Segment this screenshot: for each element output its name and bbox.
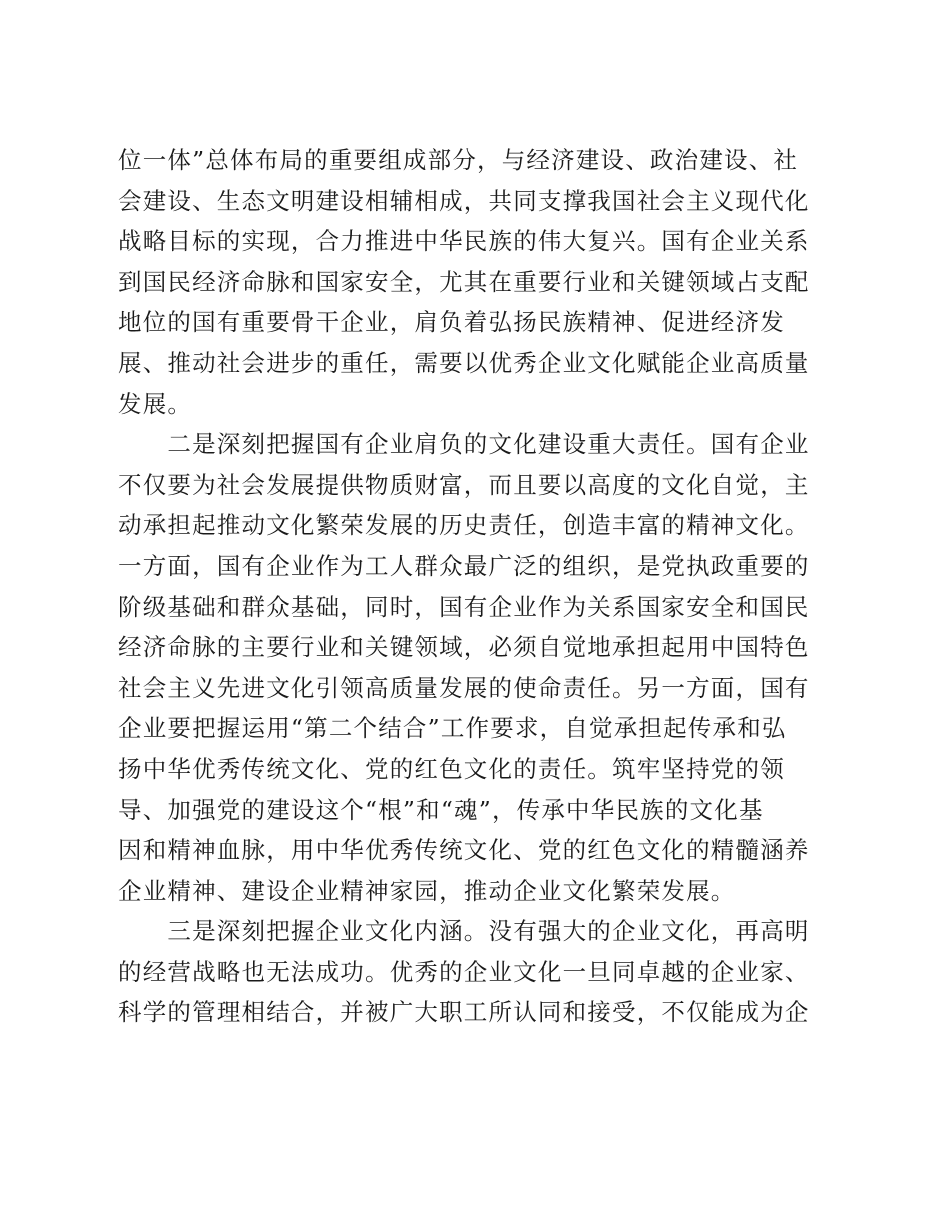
text-line: 社会主义先进文化引领高质量发展的使命责任。另一方面，国有 (118, 673, 810, 702)
text-line: 不仅要为社会发展提供物质财富，而且要以高度的文化自觉，主 (118, 470, 810, 499)
text-line: 二是深刻把握国有企业肩负的文化建设重大责任。国有企业 (118, 430, 810, 459)
text-line: 扬中华优秀传统文化、党的红色文化的责任。筑牢坚持党的领 (118, 754, 785, 783)
text-line: 导、加强党的建设这个“根”和“魂”，传承中华民族的文化基 (118, 795, 764, 824)
text-line: 科学的管理相结合，并被广大职工所认同和接受，不仅能成为企 (118, 998, 810, 1027)
text-line: 位一体”总体布局的重要组成部分，与经济建设、政治建设、社 (118, 146, 799, 174)
text-line: 企业要把握运用“第二个结合”工作要求，自觉承担起传承和弘 (118, 714, 787, 743)
body-text (118, 140, 818, 1033)
text-line: 地位的国有重要骨干企业，肩负着弘扬民族精神、促进经济发 (118, 308, 785, 337)
text-line: 的经营战略也无法成功。优秀的企业文化一旦同卓越的企业家、 (118, 957, 810, 986)
text-line: 到国民经济命脉和国家安全，尤其在重要行业和关键领域占支配 (118, 267, 810, 296)
text-line: 发展。 (118, 389, 193, 418)
text-line: 展、推动社会进步的重任，需要以优秀企业文化赋能企业高质量 (118, 348, 810, 377)
text-line: 一方面，国有企业作为工人群众最广泛的组织，是党执政重要的 (118, 551, 810, 580)
text-line: 因和精神血脉，用中华优秀传统文化、党的红色文化的精髓涵养 (118, 836, 810, 865)
text-line: 会建设、生态文明建设相辅相成，共同支撑我国社会主义现代化 (118, 186, 810, 215)
text-line: 阶级基础和群众基础，同时，国有企业作为关系国家安全和国民 (118, 592, 810, 621)
text-line: 三是深刻把握企业文化内涵。没有强大的企业文化，再高明 (118, 917, 810, 946)
text-line: 动承担起推动文化繁荣发展的历史责任，创造丰富的精神文化。 (118, 511, 810, 540)
text-line: 战略目标的实现，合力推进中华民族的伟大复兴。国有企业关系 (118, 227, 810, 256)
text-line: 企业精神、建设企业精神家园，推动企业文化繁荣发展。 (118, 876, 736, 905)
text-line: 经济命脉的主要行业和关键领域，必须自觉地承担起用中国特色 (118, 633, 810, 662)
